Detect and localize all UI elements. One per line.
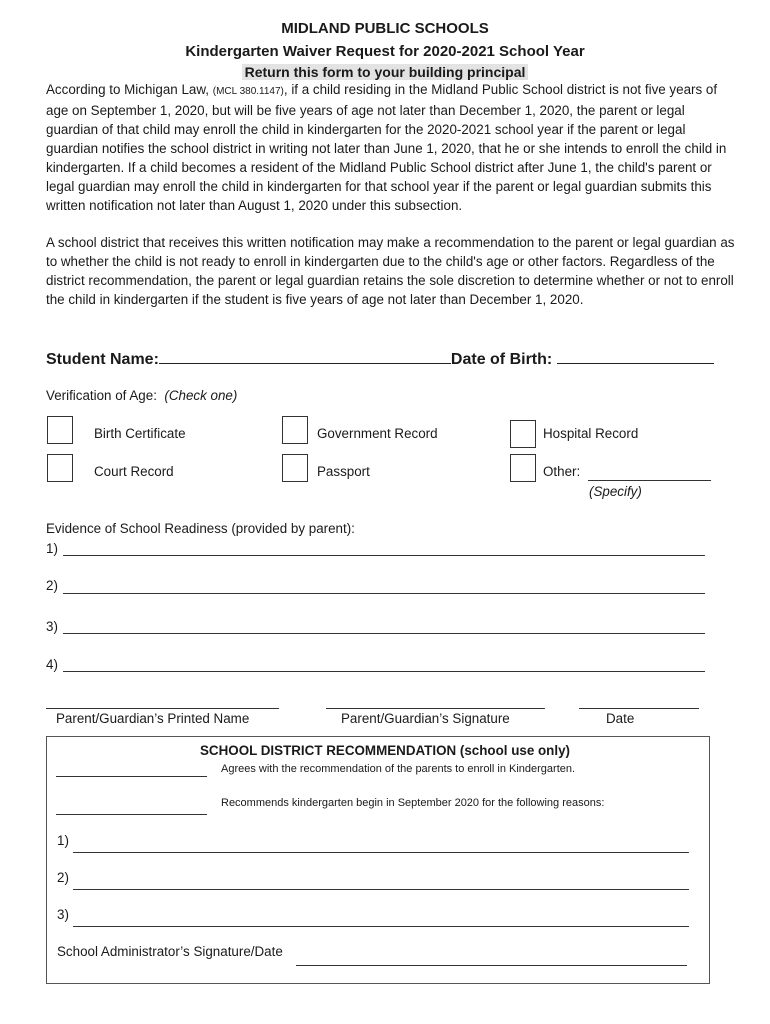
readiness-number-3: 3)	[46, 619, 58, 634]
reason-number-1: 1)	[57, 833, 69, 848]
verification-label-row	[46, 388, 237, 403]
form-title: Kindergarten Waiver Request for 2020-2021 School Year	[185, 43, 585, 60]
government-record-checkbox[interactable]	[282, 416, 308, 444]
specify-hint: (Specify)	[589, 484, 642, 499]
law-paragraph	[46, 80, 736, 215]
readiness-number-2: 2)	[46, 578, 58, 593]
date-label: Date	[606, 711, 635, 726]
hospital-record-label: Hospital Record	[543, 426, 639, 441]
readiness-label: Evidence of School Readiness (provided by parent):	[46, 521, 355, 536]
other-checkbox[interactable]	[510, 454, 536, 482]
readiness-line-1[interactable]	[63, 555, 705, 556]
recommendation-title: SCHOOL DISTRICT RECOMMENDATION (school use only)	[200, 743, 570, 758]
readiness-line-2[interactable]	[63, 593, 705, 594]
agree-initial-line[interactable]	[56, 776, 207, 777]
hospital-record-checkbox[interactable]	[510, 420, 536, 448]
verification-hint: (Check one)	[164, 388, 238, 403]
admin-signature-line[interactable]	[296, 965, 687, 966]
birth-certificate-label: Birth Certificate	[94, 426, 186, 441]
recommendation-paragraph: A school district that receives this written notification may make a recommendation to the parent or legal guardian as to whether the child is not ready to enroll in kindergarten due to the child's age or other factors. Regardless of the district recommendation, the parent or legal guardian retains the sole discretion to determine whether or not to enroll the child in kindergarten if the student is five years of age not later than December 1, 2020.	[46, 235, 735, 307]
other-specify-field[interactable]	[588, 480, 711, 481]
readiness-line-3[interactable]	[63, 633, 705, 634]
readiness-number-1: 1)	[46, 541, 58, 556]
reason-line-3[interactable]	[73, 926, 689, 927]
printed-name-line[interactable]	[46, 708, 279, 709]
reason-number-3: 3)	[57, 907, 69, 922]
printed-name-label: Parent/Guardian’s Printed Name	[56, 711, 250, 726]
signature-line[interactable]	[326, 708, 545, 709]
recommend-text: Recommends kindergarten begin in September 2020 for the following reasons:	[221, 797, 605, 809]
law-paragraph-rest: , if a child residing in the Midland Public School district is not five years of age on September 1, 2020, but will be five years of age not later than December 1, 2020, the parent or legal guardian of that child may enroll the child in kindergarten for the 2020-2021 school year if the parent or legal guardian notifies the school district in writing not later than June 1, 2020, that he or she intends to enroll the child in kindergarten. If a child becomes a resident of the Midland Public School district after June 1, the child's parent or legal guardian may enroll the child in kindergarten for that school year if the parent or legal guardian submits this written notification not later than August 1, 2020 under this subsection.	[46, 82, 727, 213]
return-instruction	[0, 64, 770, 80]
student-info-row	[46, 348, 714, 369]
signature-label: Parent/Guardian’s Signature	[341, 711, 510, 726]
school-title: MIDLAND PUBLIC SCHOOLS	[281, 20, 489, 37]
government-record-label: Government Record	[317, 426, 438, 441]
reason-line-1[interactable]	[73, 852, 689, 853]
student-name-label: Student Name:	[46, 351, 159, 368]
recommend-initial-line[interactable]	[56, 814, 207, 815]
agree-text: Agrees with the recommendation of the parents to enroll in Kindergarten.	[221, 763, 576, 775]
law-citation: (MCL 380.1147)	[212, 86, 284, 97]
reason-line-2[interactable]	[73, 889, 689, 890]
student-name-field[interactable]	[159, 348, 451, 364]
passport-checkbox[interactable]	[282, 454, 308, 482]
verification-label: Verification of Age:	[46, 388, 157, 403]
other-label: Other:	[543, 464, 581, 479]
readiness-line-4[interactable]	[63, 671, 705, 672]
reason-number-2: 2)	[57, 870, 69, 885]
admin-signature-label: School Administrator’s Signature/Date	[57, 944, 283, 959]
dob-field[interactable]	[557, 348, 714, 364]
readiness-number-4: 4)	[46, 657, 58, 672]
court-record-label: Court Record	[94, 464, 174, 479]
dob-label: Date of Birth:	[450, 351, 553, 368]
passport-label: Passport	[317, 464, 370, 479]
law-paragraph-start: According to Michigan Law,	[46, 82, 213, 97]
return-instruction-text: Return this form to your building principal	[242, 64, 529, 80]
birth-certificate-checkbox[interactable]	[47, 416, 73, 444]
date-line[interactable]	[579, 708, 699, 709]
court-record-checkbox[interactable]	[47, 454, 73, 482]
